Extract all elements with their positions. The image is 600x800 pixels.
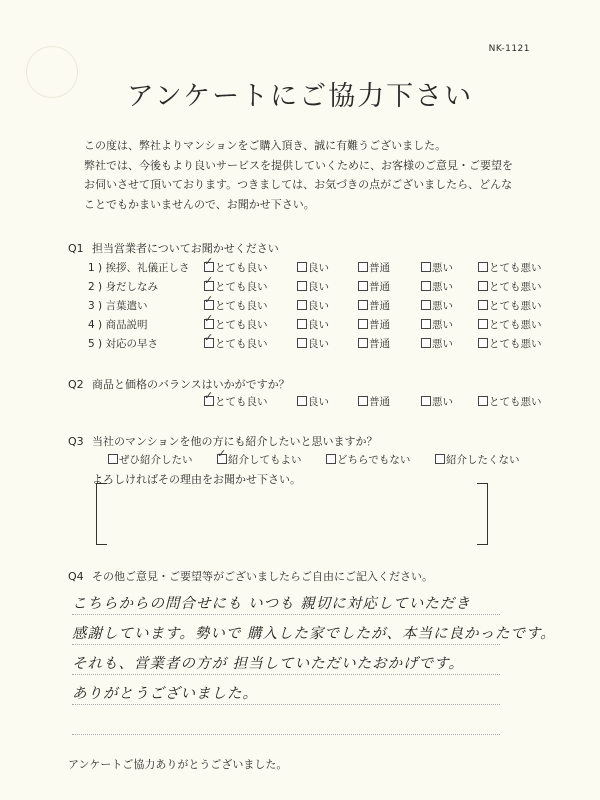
checkbox-good[interactable]: 良い xyxy=(297,279,346,294)
survey-title: アンケートにご協力下さい xyxy=(126,81,474,112)
closing-thanks: アンケートご協力ありがとうございました。 xyxy=(68,758,288,771)
handwritten-comment-line: 感謝しています。勢いで 購入した家でしたが、本当に良かったです。 xyxy=(72,626,556,642)
answer-line xyxy=(72,734,500,735)
answer-line xyxy=(72,614,500,615)
checkbox-average[interactable]: 普通 xyxy=(358,279,409,294)
checkbox-bad[interactable]: 悪い xyxy=(421,298,466,313)
checkbox-very-bad[interactable]: とても悪い xyxy=(478,279,559,294)
checkbox-good[interactable]: 良い xyxy=(297,336,346,351)
q1-row-explanation xyxy=(88,317,571,332)
checkbox-average[interactable]: 普通 xyxy=(358,260,409,275)
intro-line: 弊社では、今後もより良いサービスを提供していくために、お客様のご意見・ご要望を xyxy=(84,158,513,172)
q1-row-label: 4 ) 商品説明 xyxy=(88,319,148,331)
q2-number: Q2 xyxy=(68,378,84,391)
document-code: NK-1121 xyxy=(488,44,530,54)
checkbox-bad[interactable]: 悪い xyxy=(421,279,466,294)
checkbox-good[interactable]: 良い xyxy=(297,394,346,409)
checkbox-very-bad[interactable]: とても悪い xyxy=(478,394,559,409)
checkbox-average[interactable]: 普通 xyxy=(358,298,409,313)
checkbox-good[interactable]: 良い xyxy=(297,260,346,275)
checkbox-would-not-recommend[interactable]: 紹介したくない xyxy=(435,452,522,467)
checkbox-would-recommend[interactable]: 紹介してもよい ✓ xyxy=(217,452,314,467)
q1-row-appearance xyxy=(88,279,571,294)
checkbox-average[interactable]: 普通 xyxy=(358,317,409,332)
q1-row-language xyxy=(88,298,571,313)
q1-row-greeting xyxy=(88,260,571,275)
q2-heading xyxy=(68,376,290,392)
reason-answer-box[interactable] xyxy=(96,483,488,545)
checkbox-very-bad[interactable]: とても悪い xyxy=(478,298,559,313)
q2-options xyxy=(204,394,571,409)
q3-options xyxy=(108,452,522,467)
checkbox-definitely-recommend[interactable]: ぜひ紹介したい xyxy=(108,452,205,467)
checkbox-very-good[interactable]: とても良い ✓ xyxy=(204,336,285,351)
checkbox-average[interactable]: 普通 xyxy=(358,394,409,409)
answer-line xyxy=(72,674,500,675)
checkbox-very-bad[interactable]: とても悪い xyxy=(478,336,559,351)
q1-row-label: 2 ) 身だしなみ xyxy=(88,281,158,293)
checkbox-good[interactable]: 良い xyxy=(297,317,346,332)
checkbox-very-bad[interactable]: とても悪い xyxy=(478,260,559,275)
q1-row-label: 5 ) 対応の早さ xyxy=(88,338,158,350)
right-bracket xyxy=(477,483,488,545)
answer-line xyxy=(72,644,500,645)
checkbox-bad[interactable]: 悪い xyxy=(421,336,466,351)
checkbox-neutral[interactable]: どちらでもない xyxy=(326,452,423,467)
checkbox-very-good[interactable]: とても良い ✓ xyxy=(204,317,285,332)
intro-line: この度は、弊社よりマンションをご購入頂き、誠に有難うございました。 xyxy=(84,139,447,152)
checkbox-very-good[interactable]: とても良い ✓ xyxy=(204,298,285,313)
checkbox-bad[interactable]: 悪い xyxy=(421,394,466,409)
q4-heading xyxy=(68,568,433,584)
q2-text: 商品と価格のバランスはいかがですか？ xyxy=(92,378,290,391)
q4-text: その他ご意見・ご要望等がございましたらご自由にご記入ください。 xyxy=(92,570,433,583)
q3-reason-prompt: よろしければその理由をお聞かせ下さい。 xyxy=(92,473,301,486)
q1-number: Q1 xyxy=(68,242,84,255)
q1-row-label: 1 ) 挨拶、礼儀正しさ xyxy=(88,262,190,274)
q1-row-speed xyxy=(88,336,571,351)
q3-text: 当社のマンションを他の方にも紹介したいと思いますか？ xyxy=(92,435,378,448)
checkbox-very-good[interactable]: とても良い ✓ xyxy=(204,260,285,275)
checkbox-very-good[interactable]: とても良い ✓ xyxy=(204,394,285,409)
handwritten-comment-line: それも、営業者の方が 担当していただいたおかげです。 xyxy=(72,656,464,672)
q1-row-label: 3 ) 言葉遣い xyxy=(88,300,148,312)
q1-text: 担当営業者についてお聞かせください xyxy=(92,242,279,255)
q1-heading xyxy=(68,240,279,256)
checkbox-very-bad[interactable]: とても悪い xyxy=(478,317,559,332)
intro-line: お伺いさせて頂いております。つきましては、お気づきの点がございましたら、どんな xyxy=(84,178,513,191)
answer-line xyxy=(72,704,500,705)
checkbox-bad[interactable]: 悪い xyxy=(421,317,466,332)
intro-paragraph xyxy=(84,136,524,214)
handwritten-comment-line: ありがとうございました。 xyxy=(72,686,258,702)
handwritten-comment-line: こちらからの問合せにも いつも 親切に対応していただき xyxy=(72,596,471,612)
q3-number: Q3 xyxy=(68,435,84,448)
left-bracket xyxy=(96,483,107,545)
checkbox-good[interactable]: 良い xyxy=(297,298,346,313)
q4-number: Q4 xyxy=(68,570,84,583)
checkbox-very-good[interactable]: とても良い ✓ xyxy=(204,279,285,294)
checkbox-average[interactable]: 普通 xyxy=(358,336,409,351)
checkbox-bad[interactable]: 悪い xyxy=(421,260,466,275)
intro-line: ことでもかまいませんので、お聞かせ下さい。 xyxy=(84,197,315,211)
